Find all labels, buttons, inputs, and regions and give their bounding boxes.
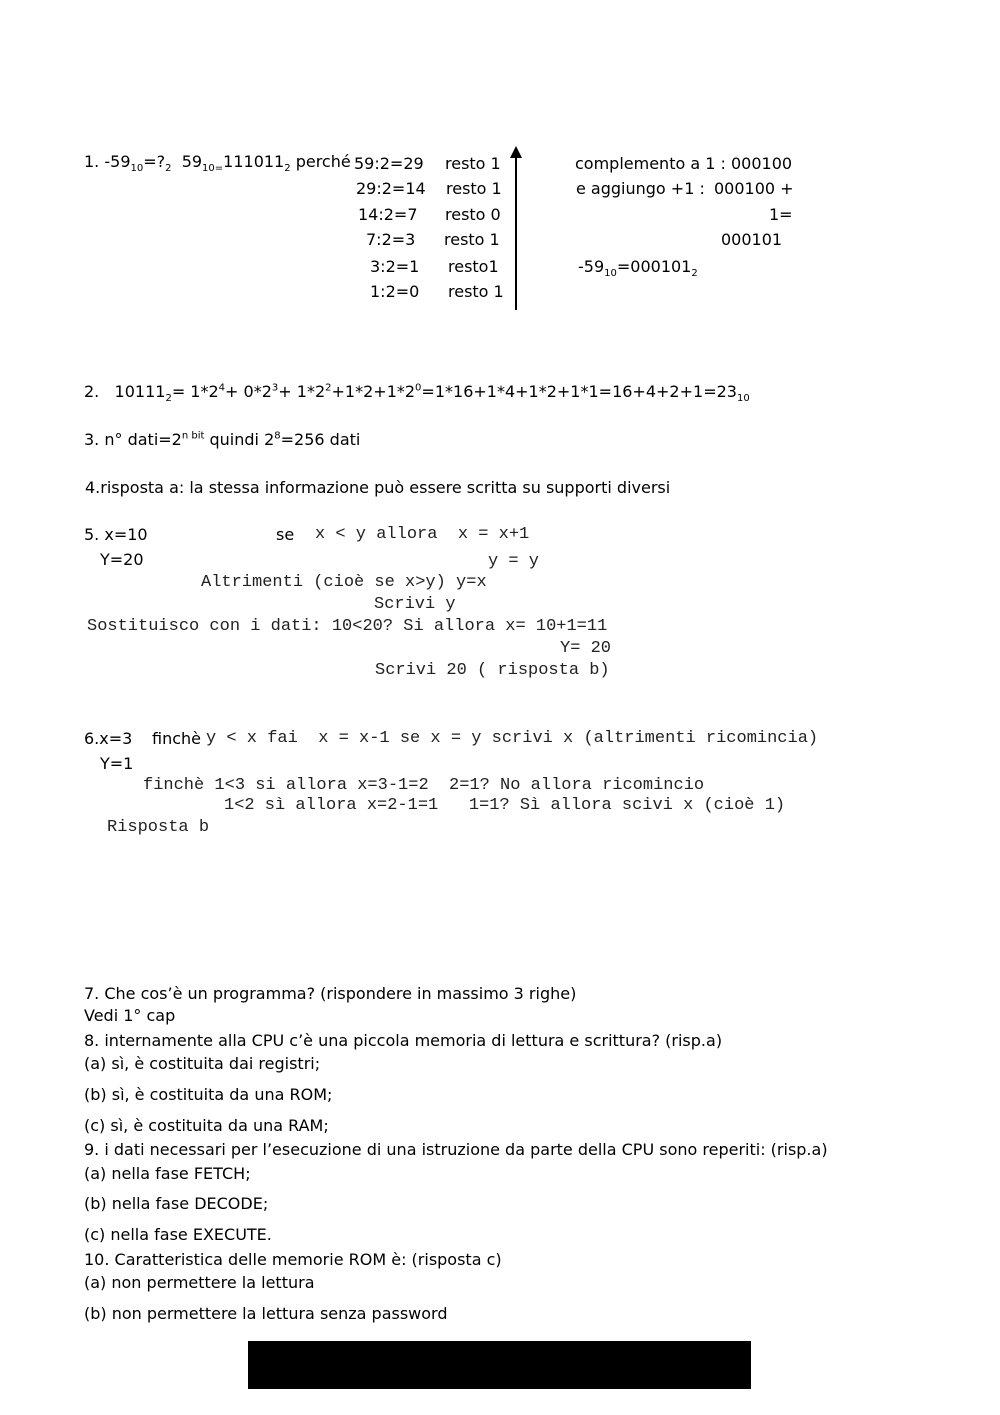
q6-x: 6.x=3 bbox=[84, 729, 133, 748]
q1-header: 1. $-59_{10}=?_2$ $59_{10=}111011_2$ perché bbox=[84, 152, 351, 175]
up-arrow-icon bbox=[510, 146, 522, 158]
q9-option: (a) nella fase FETCH; bbox=[84, 1164, 251, 1183]
redaction-bar bbox=[248, 1341, 751, 1389]
add-one-value: 000100 + bbox=[714, 179, 794, 198]
division-step: 29:2=14 bbox=[356, 179, 426, 198]
q5-line: Sostituisco con i dati: 10<20? Si allora x= 10+1=11 bbox=[87, 617, 608, 636]
division-step: 3:2=1 bbox=[370, 257, 420, 276]
q9-option: (c) nella fase EXECUTE. bbox=[84, 1225, 272, 1244]
q8-option: (b) sì, è costituita da una ROM; bbox=[84, 1085, 333, 1104]
remainder: resto 1 bbox=[444, 230, 500, 249]
remainder: resto1 bbox=[448, 257, 499, 276]
q7-question: 7. Che cos’è un programma? (rispondere in massimo 3 righe) bbox=[84, 984, 577, 1003]
q5-line: x < y allora x = x+1 bbox=[315, 525, 530, 544]
remainder: resto 1 bbox=[446, 179, 502, 198]
q5-line: Y= 20 bbox=[560, 639, 612, 658]
up-arrow-line bbox=[515, 155, 517, 310]
q10-option: (b) non permettere la lettura senza password bbox=[84, 1304, 448, 1323]
q7-answer: Vedi 1° cap bbox=[84, 1006, 176, 1025]
division-step: 14:2=7 bbox=[358, 205, 418, 224]
division-step: 59:2=29 bbox=[354, 154, 424, 173]
add-one-digit: 1= bbox=[769, 205, 793, 224]
q6-line: 1<2 sì allora x=2-1=1 1=1? Sì allora scivi x (cioè 1) bbox=[224, 796, 786, 815]
remainder: resto 1 bbox=[445, 154, 501, 173]
q9-question: 9. i dati necessari per l’esecuzione di una istruzione da parte della CPU sono reperiti: (risp.a) bbox=[84, 1140, 828, 1159]
q1-final: $-59_{10}=000101_2$ bbox=[578, 257, 698, 280]
q10-option: (a) non permettere la lettura bbox=[84, 1273, 315, 1292]
q6-line: finchè 1<3 si allora x=3-1=2 2=1? No allora ricomincio bbox=[143, 776, 705, 795]
q6-y: Y=1 bbox=[100, 754, 134, 773]
q4: 4.risposta a: la stessa informazione può essere scritta su supporti diversi bbox=[85, 478, 671, 497]
q5-se: se bbox=[276, 525, 295, 544]
division-step: 7:2=3 bbox=[366, 230, 416, 249]
q8-option: (a) sì, è costituita dai registri; bbox=[84, 1054, 321, 1073]
q6-finche: finchè bbox=[152, 729, 201, 748]
q6-line: Risposta b bbox=[107, 818, 210, 837]
remainder: resto 0 bbox=[445, 205, 501, 224]
q5-y: Y=20 bbox=[100, 550, 144, 569]
q10-question: 10. Caratteristica delle memorie ROM è: (risposta c) bbox=[84, 1250, 502, 1269]
complement-label: complemento a 1 : 000100 bbox=[575, 154, 793, 173]
q5-line: y = y bbox=[488, 552, 540, 571]
add-one-label: e aggiungo +1 : bbox=[576, 179, 705, 198]
division-step: 1:2=0 bbox=[370, 282, 420, 301]
q3: 3. n° $dati=2^{n bit}$ quindi $2^8=256$ dati bbox=[84, 430, 361, 449]
q5-line: Scrivi y bbox=[374, 595, 456, 614]
q5-x: 5. x=10 bbox=[84, 525, 148, 544]
result-bits: 000101 bbox=[721, 230, 783, 249]
remainder: resto 1 bbox=[448, 282, 504, 301]
q5-line: Scrivi 20 ( risposta b) bbox=[375, 661, 610, 680]
q5-line: Altrimenti (cioè se x>y) y=x bbox=[201, 573, 487, 592]
q8-question: 8. internamente alla CPU c’è una piccola memoria di lettura e scrittura? (risp.a) bbox=[84, 1031, 723, 1050]
q9-option: (b) nella fase DECODE; bbox=[84, 1194, 269, 1213]
q8-option: (c) sì, è costituita da una RAM; bbox=[84, 1116, 329, 1135]
q6-line: y < x fai x = x-1 se x = y scrivi x (altrimenti ricomincia) bbox=[206, 729, 819, 748]
q2: 2. $10111_2= 1*2^4+ 0*2^3+ 1*2^2+1*2+1*2^0=1*16+1*4+1*2+1*1=16+4+2+1=23_{10}$ bbox=[84, 382, 750, 405]
